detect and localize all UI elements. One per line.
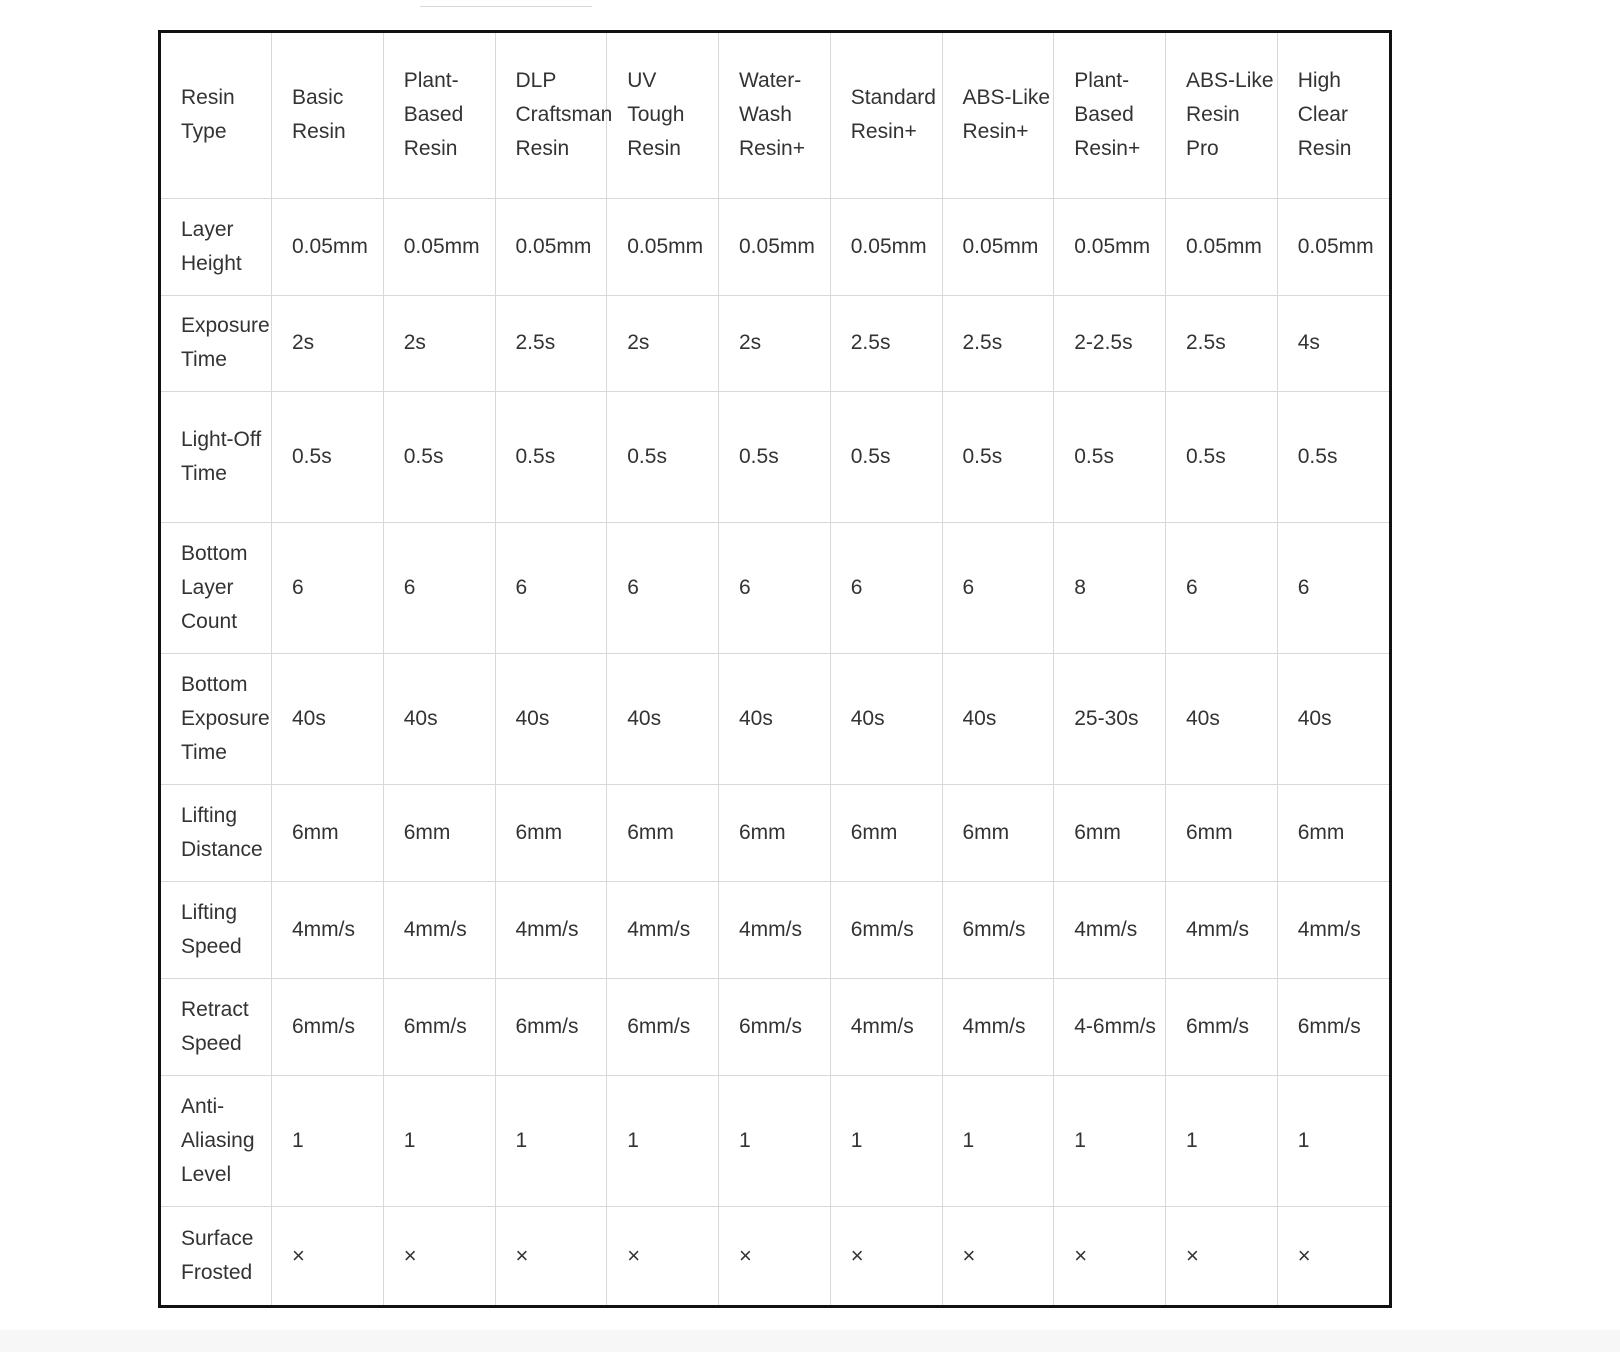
- table-cell: 8: [1054, 523, 1166, 654]
- header-resin-cell: ABS-Like Resin Pro: [1166, 33, 1278, 198]
- page-bottom-strip: [0, 1330, 1620, 1352]
- row-label-cell: Exposure Time: [161, 295, 272, 392]
- table-cell: ×: [1166, 1206, 1278, 1305]
- header-resin-cell: DLP Craftsman Resin: [495, 33, 607, 198]
- table-cell: 4mm/s: [272, 882, 384, 979]
- table-cell: 0.05mm: [719, 198, 831, 295]
- header-resin-cell: High Clear Resin: [1277, 33, 1389, 198]
- table-row: [161, 1206, 1389, 1305]
- table-cell: 6mm: [1277, 785, 1389, 882]
- row-label-cell: Anti-Aliasing Level: [161, 1075, 272, 1206]
- table-cell: 40s: [495, 654, 607, 785]
- table-cell: ×: [1277, 1206, 1389, 1305]
- table-cell: 1: [607, 1075, 719, 1206]
- table-cell: 4mm/s: [830, 978, 942, 1075]
- table-cell: 4mm/s: [607, 882, 719, 979]
- table-cell: 6: [607, 523, 719, 654]
- table-cell: 1: [942, 1075, 1054, 1206]
- table-cell: 40s: [1277, 654, 1389, 785]
- table-cell: 2.5s: [495, 295, 607, 392]
- table-cell: 0.5s: [830, 392, 942, 523]
- header-resin-cell: UV Tough Resin: [607, 33, 719, 198]
- table-cell: 6mm: [383, 785, 495, 882]
- table-cell: 1: [495, 1075, 607, 1206]
- table-cell: 6mm/s: [1166, 978, 1278, 1075]
- table-cell: 0.5s: [383, 392, 495, 523]
- table-cell: 1: [1054, 1075, 1166, 1206]
- table-cell: 2.5s: [942, 295, 1054, 392]
- table-cell: 25-30s: [1054, 654, 1166, 785]
- table-cell: 2s: [719, 295, 831, 392]
- header-label-cell: Resin Type: [161, 33, 272, 198]
- table-cell: 0.5s: [1166, 392, 1278, 523]
- table-cell: ×: [495, 1206, 607, 1305]
- table-cell: ×: [383, 1206, 495, 1305]
- row-label-cell: Lifting Distance: [161, 785, 272, 882]
- table-cell: 6mm: [1054, 785, 1166, 882]
- table-cell: 6mm/s: [719, 978, 831, 1075]
- table-cell: 4mm/s: [495, 882, 607, 979]
- table-cell: 0.05mm: [1277, 198, 1389, 295]
- header-resin-cell: Standard Resin+: [830, 33, 942, 198]
- table-cell: ×: [830, 1206, 942, 1305]
- table-cell: 6mm/s: [830, 882, 942, 979]
- table-cell: 6: [1277, 523, 1389, 654]
- table-cell: 0.05mm: [942, 198, 1054, 295]
- table-row: [161, 978, 1389, 1075]
- table-cell: 4mm/s: [383, 882, 495, 979]
- table-cell: 6: [830, 523, 942, 654]
- table-cell: 1: [383, 1075, 495, 1206]
- table-row: [161, 295, 1389, 392]
- table-cell: 6mm/s: [942, 882, 1054, 979]
- table-cell: 40s: [272, 654, 384, 785]
- table-cell: 4-6mm/s: [1054, 978, 1166, 1075]
- table-cell: 2.5s: [1166, 295, 1278, 392]
- header-resin-cell: ABS-Like Resin+: [942, 33, 1054, 198]
- table-cell: 4mm/s: [1277, 882, 1389, 979]
- table-cell: ×: [942, 1206, 1054, 1305]
- table-cell: 6: [495, 523, 607, 654]
- table-cell: 6mm: [495, 785, 607, 882]
- row-label-cell: Bottom Layer Count: [161, 523, 272, 654]
- table-row: [161, 198, 1389, 295]
- table-cell: 2s: [272, 295, 384, 392]
- table-cell: 6mm: [272, 785, 384, 882]
- table-cell: 6: [1166, 523, 1278, 654]
- table-cell: 0.5s: [719, 392, 831, 523]
- table-cell: 40s: [1166, 654, 1278, 785]
- table-cell: 2s: [607, 295, 719, 392]
- row-label-cell: Surface Frosted: [161, 1206, 272, 1305]
- top-input-fragment: [420, 0, 592, 7]
- table-cell: 6mm: [1166, 785, 1278, 882]
- table-cell: 0.5s: [272, 392, 384, 523]
- header-resin-cell: Water-Wash Resin+: [719, 33, 831, 198]
- table-cell: 40s: [607, 654, 719, 785]
- table-cell: 4mm/s: [942, 978, 1054, 1075]
- table-cell: 1: [272, 1075, 384, 1206]
- header-resin-cell: Plant-Based Resin: [383, 33, 495, 198]
- table-cell: 0.05mm: [383, 198, 495, 295]
- table-row: [161, 654, 1389, 785]
- table-cell: 1: [1166, 1075, 1278, 1206]
- table-cell: 6mm: [942, 785, 1054, 882]
- table-cell: 6: [272, 523, 384, 654]
- table-cell: 1: [719, 1075, 831, 1206]
- header-resin-cell: Plant-Based Resin+: [1054, 33, 1166, 198]
- table-cell: 6: [719, 523, 831, 654]
- table-cell: 40s: [942, 654, 1054, 785]
- row-label-cell: Layer Height: [161, 198, 272, 295]
- row-label-cell: Bottom Exposure Time: [161, 654, 272, 785]
- table-cell: ×: [272, 1206, 384, 1305]
- header-resin-cell: Basic Resin: [272, 33, 384, 198]
- table-cell: 2.5s: [830, 295, 942, 392]
- row-label-cell: Lifting Speed: [161, 882, 272, 979]
- table-header-row: [161, 33, 1389, 198]
- table-row: [161, 785, 1389, 882]
- table-cell: 0.5s: [607, 392, 719, 523]
- table-cell: 4mm/s: [1166, 882, 1278, 979]
- table-cell: 0.05mm: [1054, 198, 1166, 295]
- table-cell: 0.05mm: [607, 198, 719, 295]
- table-cell: 4s: [1277, 295, 1389, 392]
- table-cell: 6mm/s: [383, 978, 495, 1075]
- table-cell: 6: [942, 523, 1054, 654]
- table-cell: 0.5s: [1277, 392, 1389, 523]
- table-cell: 0.5s: [495, 392, 607, 523]
- table-cell: 1: [1277, 1075, 1389, 1206]
- table-cell: 2-2.5s: [1054, 295, 1166, 392]
- table-cell: 0.05mm: [1166, 198, 1278, 295]
- table-cell: 0.05mm: [495, 198, 607, 295]
- table-cell: 0.5s: [1054, 392, 1166, 523]
- resin-settings-table-container: [158, 30, 1392, 1308]
- table-row: [161, 882, 1389, 979]
- table-cell: 6mm: [607, 785, 719, 882]
- table-cell: 0.5s: [942, 392, 1054, 523]
- table-cell: 40s: [383, 654, 495, 785]
- table-cell: 4mm/s: [719, 882, 831, 979]
- table-cell: 6: [383, 523, 495, 654]
- resin-settings-table: [161, 33, 1389, 1305]
- table-cell: 6mm: [719, 785, 831, 882]
- table-cell: 0.05mm: [272, 198, 384, 295]
- table-cell: 6mm/s: [607, 978, 719, 1075]
- row-label-cell: Retract Speed: [161, 978, 272, 1075]
- table-cell: ×: [719, 1206, 831, 1305]
- table-cell: 6mm: [830, 785, 942, 882]
- table-cell: ×: [1054, 1206, 1166, 1305]
- table-cell: 4mm/s: [1054, 882, 1166, 979]
- table-cell: 2s: [383, 295, 495, 392]
- table-cell: 0.05mm: [830, 198, 942, 295]
- table-cell: 40s: [830, 654, 942, 785]
- table-cell: ×: [607, 1206, 719, 1305]
- table-row: [161, 1075, 1389, 1206]
- table-cell: 1: [830, 1075, 942, 1206]
- table-cell: 40s: [719, 654, 831, 785]
- table-cell: 6mm/s: [495, 978, 607, 1075]
- table-row: [161, 392, 1389, 523]
- table-row: [161, 523, 1389, 654]
- table-cell: 6mm/s: [272, 978, 384, 1075]
- table-cell: 6mm/s: [1277, 978, 1389, 1075]
- row-label-cell: Light-Off Time: [161, 392, 272, 523]
